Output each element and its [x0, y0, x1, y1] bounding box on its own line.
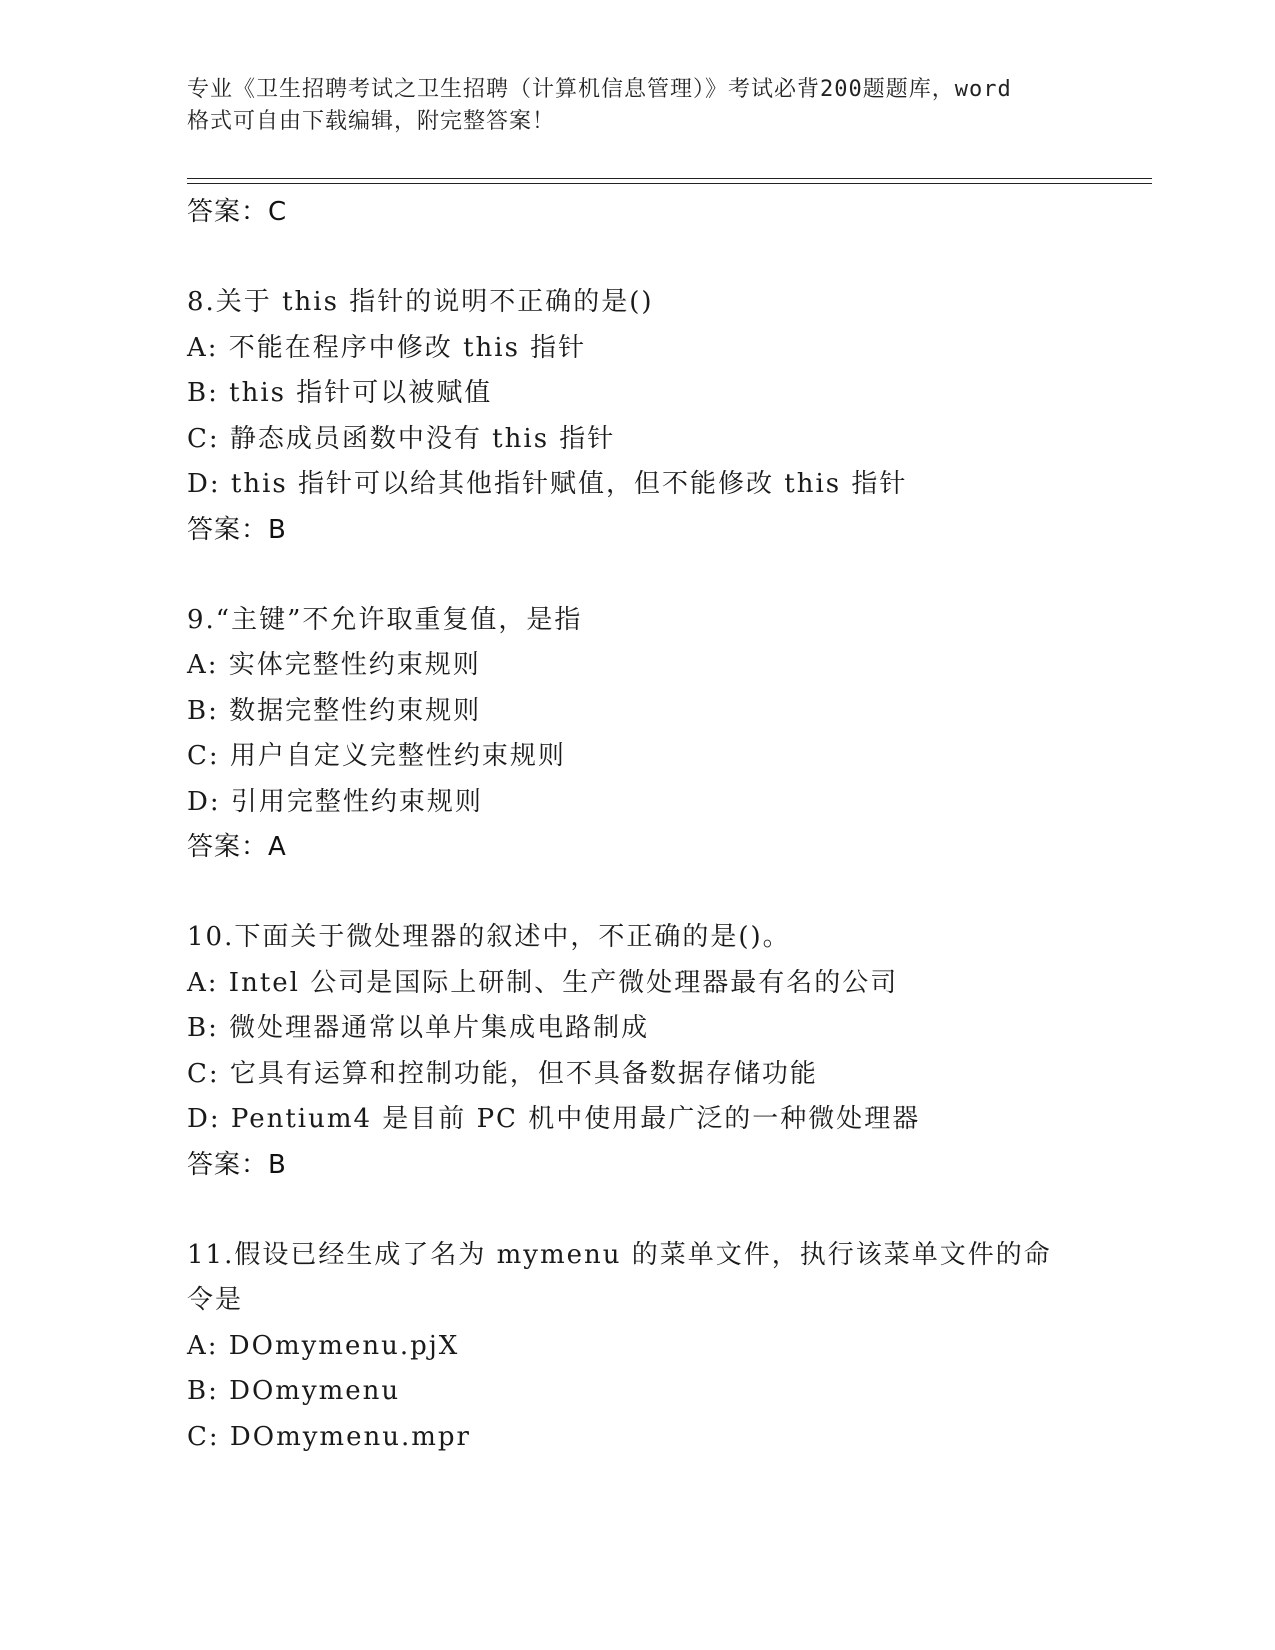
question-title: 11.假设已经生成了名为 mymenu 的菜单文件，执行该菜单文件的命令是: [187, 1239, 1052, 1315]
option-a: A: DOmymenu.pjX: [187, 1330, 460, 1361]
question-block-8: [187, 280, 1087, 552]
option-c: C: DOmymenu.mpr: [187, 1421, 471, 1452]
question-block-10: [187, 915, 1087, 1187]
question-title: 10.下面关于微处理器的叙述中，不正确的是()。: [187, 922, 791, 952]
option-b: B: 微处理器通常以单片集成电路制成: [187, 1013, 650, 1043]
option-b: B: this 指针可以被赋值: [187, 378, 493, 408]
option-b: B: 数据完整性约束规则: [187, 695, 482, 726]
header-line-2: 格式可自由下载编辑，附完整答案！: [187, 109, 556, 134]
option-a: A: 不能在程序中修改 this 指针: [187, 332, 587, 363]
option-c: C: 用户自定义完整性约束规则: [187, 741, 566, 771]
answer-line: 答案：A: [187, 832, 287, 862]
option-a: A: 实体完整性约束规则: [187, 650, 481, 680]
question-title: 8.关于 this 指针的说明不正确的是(): [187, 287, 654, 317]
option-a: A: Intel 公司是国际上研制、生产微处理器最有名的公司: [187, 967, 899, 998]
option-d: D: 引用完整性约束规则: [187, 786, 483, 817]
option-c: C: 静态成员函数中没有 this 指针: [187, 423, 616, 454]
question-block-11: [187, 1233, 1087, 1461]
header-line-1: 专业《卫生招聘考试之卫生招聘（计算机信息管理）》考试必背200题题库，word: [187, 77, 1012, 102]
header-divider-bottom: [187, 183, 1152, 184]
answer-line: 答案：B: [187, 514, 287, 545]
option-c: C: 它具有运算和控制功能，但不具备数据存储功能: [187, 1058, 818, 1089]
answer-line: 答案：C: [187, 197, 288, 227]
option-d: D: this 指针可以给其他指针赋值，但不能修改 this 指针: [187, 469, 908, 499]
option-d: D: Pentium4 是目前 PC 机中使用最广泛的一种微处理器: [187, 1104, 921, 1134]
header-divider-top: [187, 178, 1152, 179]
answer-line: 答案：B: [187, 1149, 287, 1180]
question-block-9: [187, 598, 1087, 870]
document-header: [187, 74, 1087, 138]
question-title: 9.“主键”不允许取重复值，是指: [187, 604, 583, 635]
option-b: B: DOmymenu: [187, 1376, 401, 1406]
question-list: [187, 190, 1087, 1460]
